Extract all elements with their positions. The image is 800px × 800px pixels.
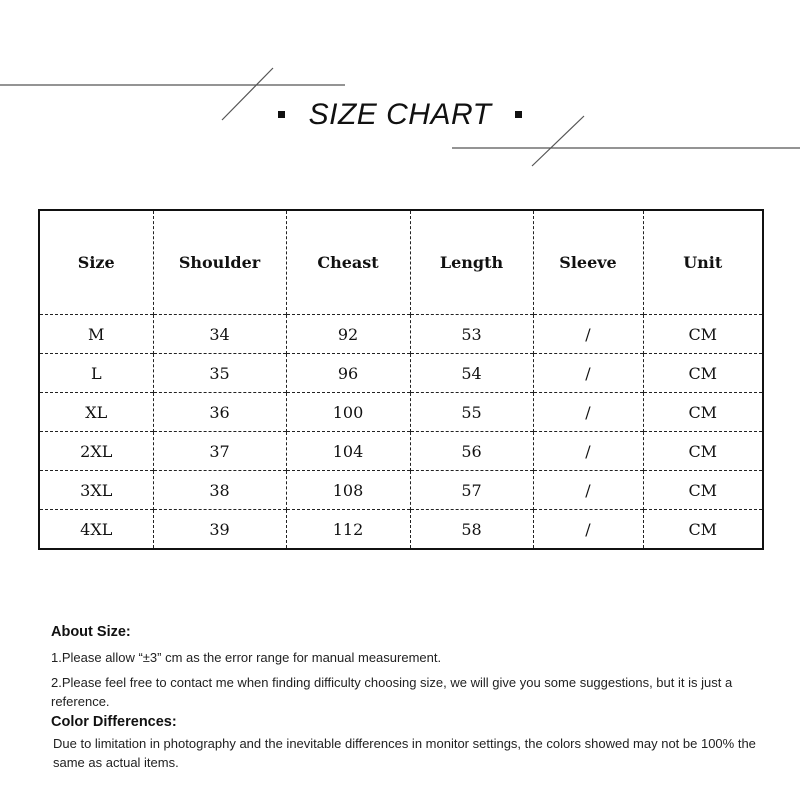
- table-row: [39, 315, 763, 354]
- notes-section: [51, 622, 761, 772]
- cell-size: L: [39, 354, 153, 393]
- cell-length: 56: [410, 432, 533, 471]
- header-unit: Unit: [643, 210, 763, 315]
- cell-sleeve: /: [533, 354, 643, 393]
- cell-chest: 100: [286, 393, 410, 432]
- cell-chest: 108: [286, 471, 410, 510]
- cell-chest: 104: [286, 432, 410, 471]
- cell-shoulder: 38: [153, 471, 286, 510]
- size-chart-title: [0, 98, 800, 132]
- color-differences-heading: Color Differences:: [51, 714, 177, 730]
- table-row: [39, 354, 763, 393]
- cell-chest: 112: [286, 510, 410, 550]
- table-row: [39, 393, 763, 432]
- cell-unit: CM: [643, 393, 763, 432]
- cell-shoulder: 36: [153, 393, 286, 432]
- header-sleeve: Sleeve: [533, 210, 643, 315]
- cell-chest: 92: [286, 315, 410, 354]
- about-size-note-2: 2.Please feel free to contact me when finding difficulty choosing size, we will give you some suggestions, but it is just a reference.: [51, 675, 733, 709]
- cell-unit: CM: [643, 510, 763, 550]
- about-size-note-1: 1.Please allow “±3” cm as the error range for manual measurement.: [51, 650, 442, 665]
- header-shoulder: Shoulder: [153, 210, 286, 315]
- cell-unit: CM: [643, 315, 763, 354]
- header-chest: Cheast: [286, 210, 410, 315]
- size-table: [38, 209, 764, 550]
- cell-length: 58: [410, 510, 533, 550]
- cell-unit: CM: [643, 354, 763, 393]
- color-differences-text: Due to limitation in photography and the inevitable differences in monitor settings, the colors showed may not be 100% the same as actual items.: [53, 736, 756, 770]
- cell-unit: CM: [643, 432, 763, 471]
- table-header-row: [39, 210, 763, 315]
- title-text: SIZE CHART: [308, 98, 492, 131]
- cell-shoulder: 35: [153, 354, 286, 393]
- cell-size: XL: [39, 393, 153, 432]
- cell-length: 54: [410, 354, 533, 393]
- table-row: [39, 432, 763, 471]
- cell-size: M: [39, 315, 153, 354]
- cell-sleeve: /: [533, 510, 643, 550]
- cell-length: 53: [410, 315, 533, 354]
- table-row: [39, 510, 763, 550]
- cell-shoulder: 34: [153, 315, 286, 354]
- cell-chest: 96: [286, 354, 410, 393]
- cell-unit: CM: [643, 471, 763, 510]
- cell-shoulder: 39: [153, 510, 286, 550]
- header-length: Length: [410, 210, 533, 315]
- cell-size: 3XL: [39, 471, 153, 510]
- table-row: [39, 471, 763, 510]
- cell-sleeve: /: [533, 315, 643, 354]
- header-size: Size: [77, 253, 115, 272]
- cell-size: 4XL: [39, 510, 153, 550]
- cell-sleeve: /: [533, 471, 643, 510]
- cell-sleeve: /: [533, 432, 643, 471]
- cell-shoulder: 37: [153, 432, 286, 471]
- about-size-heading: About Size:: [51, 624, 131, 640]
- cell-sleeve: /: [533, 393, 643, 432]
- cell-size: 2XL: [39, 432, 153, 471]
- bullet-square-icon: [278, 111, 285, 118]
- cell-length: 57: [410, 471, 533, 510]
- cell-length: 55: [410, 393, 533, 432]
- bullet-square-icon: [515, 111, 522, 118]
